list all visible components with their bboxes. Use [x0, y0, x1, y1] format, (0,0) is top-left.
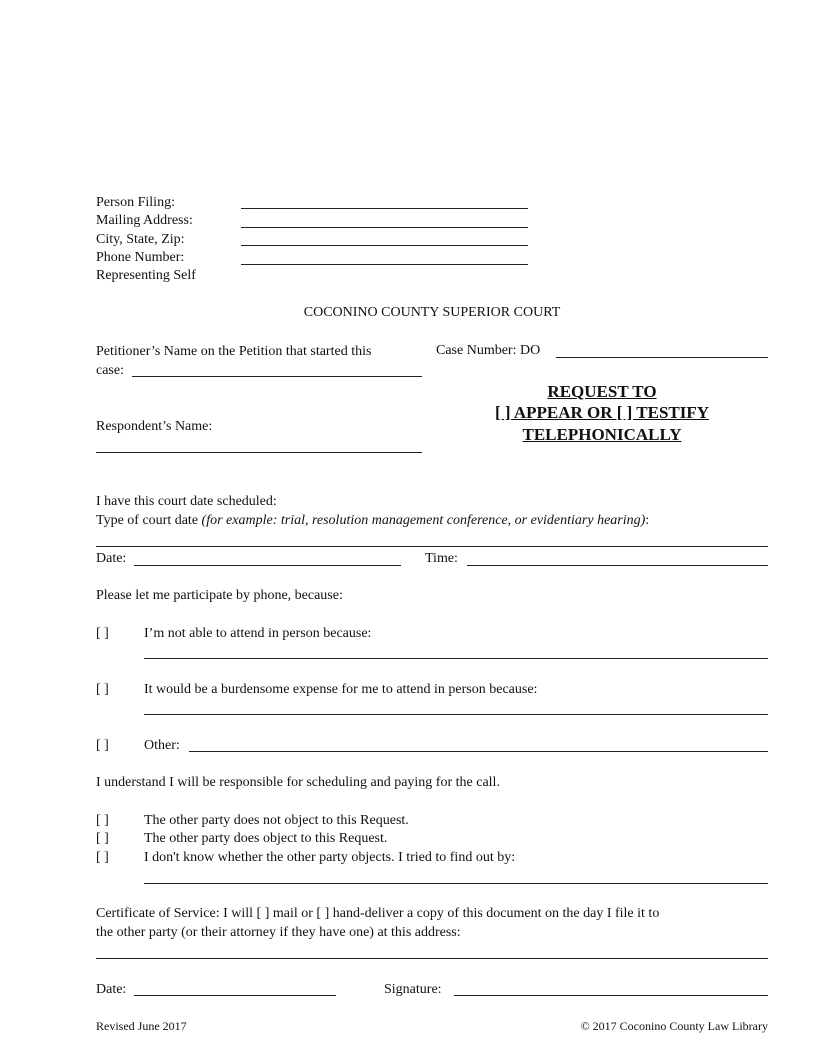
- mailing-address-label: Mailing Address:: [96, 213, 193, 228]
- court-name: COCONINO COUNTY SUPERIOR COURT: [303, 305, 561, 320]
- case-number-label: Case Number: DO: [436, 343, 541, 358]
- other-label: Other:: [144, 738, 180, 753]
- service-address-field[interactable]: [96, 958, 768, 959]
- respondent-name-field[interactable]: [96, 452, 422, 453]
- signature-label: Signature:: [384, 982, 442, 997]
- reasons-intro: Please let me participate by phone, because:: [96, 588, 343, 603]
- petitioner-name-field[interactable]: [132, 376, 422, 377]
- mailing-address-field[interactable]: [241, 227, 528, 228]
- phone-number-field[interactable]: [241, 264, 528, 265]
- reason2-checkbox[interactable]: [ ]: [96, 682, 109, 697]
- reason1-field[interactable]: [144, 658, 768, 659]
- document-title-mode: TELEPHONICALLY: [522, 425, 682, 444]
- unknown-objection-label: I don't know whether the other party objects. I tried to find out by:: [144, 850, 516, 865]
- objection-checkbox[interactable]: [ ]: [96, 831, 109, 846]
- city-state-zip-label: City, State, Zip:: [96, 232, 185, 247]
- reason2-field[interactable]: [144, 714, 768, 715]
- unknown-objection-checkbox[interactable]: [ ]: [96, 850, 109, 865]
- respondent-label: Respondent’s Name:: [96, 419, 213, 434]
- person-filing-field[interactable]: [241, 208, 528, 209]
- signature-date-field[interactable]: [134, 995, 336, 996]
- representing-label: Representing Self: [96, 268, 196, 283]
- time-label: Time:: [425, 551, 458, 566]
- other-checkbox[interactable]: [ ]: [96, 738, 109, 753]
- reason1-label: I’m not able to attend in person because:: [144, 626, 372, 641]
- phone-number-label: Phone Number:: [96, 250, 185, 265]
- type-colon: :: [645, 513, 650, 528]
- contact-attempt-field[interactable]: [144, 883, 768, 884]
- signature-field[interactable]: [454, 995, 768, 996]
- certificate-line2: the other party (or their attorney if they have one) at this address:: [96, 925, 461, 940]
- reason2-label: It would be a burdensome expense for me to attend in person because:: [144, 682, 538, 697]
- case-number-field[interactable]: [556, 357, 768, 358]
- date-label: Date:: [96, 551, 127, 566]
- responsibility-statement: I understand I will be responsible for scheduling and paying for the call.: [96, 775, 500, 790]
- document-title-options: [ ] APPEAR OR [ ] TESTIFY: [494, 403, 710, 422]
- court-date-field[interactable]: [134, 565, 401, 566]
- type-example: (for example: trial, resolution management conference, or evidentiary hearing): [201, 513, 646, 528]
- type-label-text: Type of court date: [96, 513, 202, 528]
- court-date-intro: I have this court date scheduled:: [96, 494, 277, 509]
- no-objection-label: The other party does not object to this Request.: [144, 813, 409, 828]
- document-title: REQUEST TO: [547, 382, 657, 401]
- reason1-checkbox[interactable]: [ ]: [96, 626, 109, 641]
- city-state-zip-field[interactable]: [241, 245, 528, 246]
- other-field[interactable]: [189, 751, 768, 752]
- signature-date-label: Date:: [96, 982, 127, 997]
- court-time-field[interactable]: [467, 565, 768, 566]
- person-filing-label: Person Filing:: [96, 195, 175, 210]
- court-date-type-label: [96, 512, 649, 529]
- petitioner-label-cont: case:: [96, 363, 124, 378]
- revised-date: Revised June 2017: [96, 1019, 187, 1033]
- objection-label: The other party does object to this Request.: [144, 831, 388, 846]
- no-objection-checkbox[interactable]: [ ]: [96, 813, 109, 828]
- copyright: © 2017 Coconino County Law Library: [580, 1019, 768, 1033]
- certificate-line1: Certificate of Service: I will [ ] mail or [ ] hand-deliver a copy of this document on the day I file it to: [96, 906, 660, 921]
- petitioner-label: Petitioner’s Name on the Petition that started this: [96, 344, 372, 359]
- court-date-type-field[interactable]: [96, 546, 768, 547]
